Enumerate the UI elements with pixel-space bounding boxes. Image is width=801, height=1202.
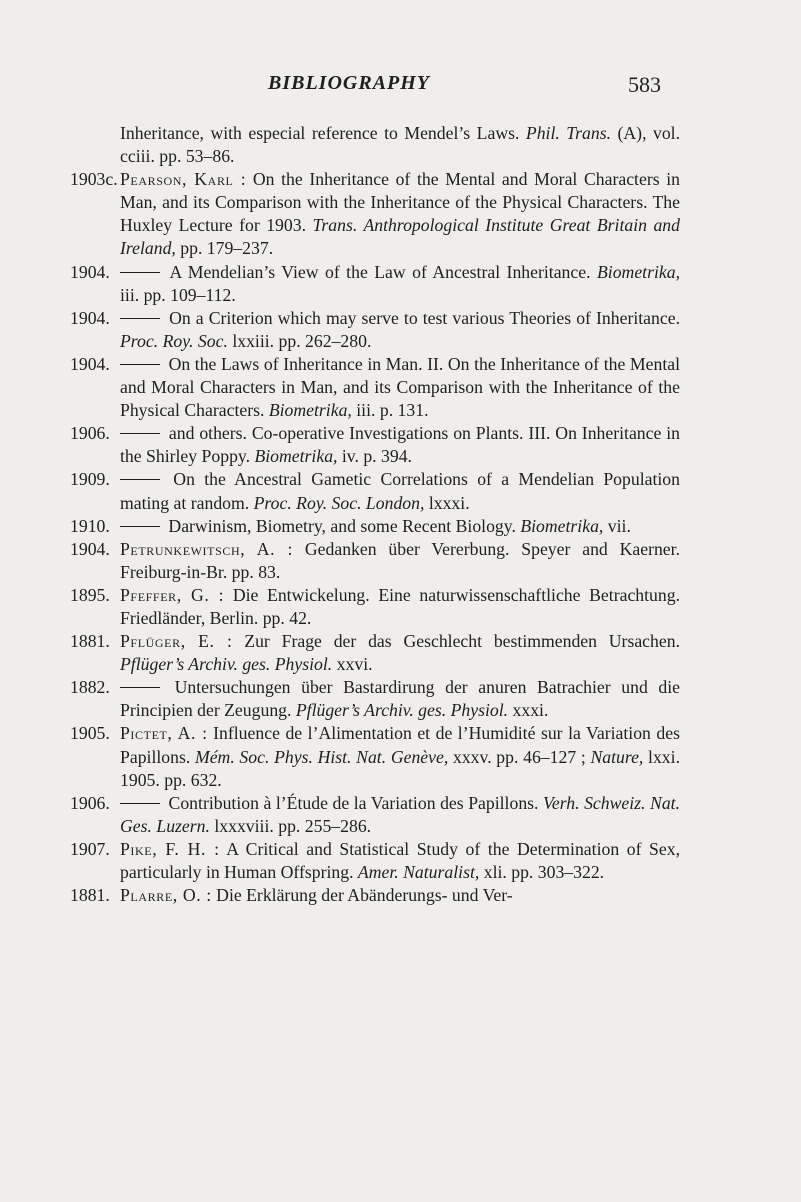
entry-year: 1903c. [70, 169, 118, 190]
bibliography-entry: 1904. Petrunkewitsch, A. : Gedanken über Vererbung. Speyer and Kaerner. Freiburg-in-Br. pp. 83. [70, 538, 680, 582]
entry-year: 1906. [70, 423, 110, 444]
entry-year: 1906. [70, 792, 110, 813]
entry-year: 1904. [70, 538, 110, 559]
running-head: BIBLIOGRAPHY [268, 72, 431, 94]
bibliography-entry: 1903c. Pearson, Karl : On the Inheritance of the Mental and Moral Characters in Man, and its Comparison with the Inheritance of the Physical Characters. The Huxley Lecture for 1903. Trans. Anthropological Institute Great Britain and Ireland, pp. 179–237. [70, 169, 680, 259]
bibliography-entry: 1904. On a Criterion which may serve to test various Theories of Inheritance. Proc. Roy. Soc. lxxiii. pp. 262–280. [70, 307, 680, 351]
bibliography-entry: 1907. Pike, F. H. : A Critical and Statistical Study of the Determination of Sex, particularly in Human Offspring. Amer. Naturalist, xli. pp. 303–322. [70, 838, 680, 882]
entry-year: 1882. [70, 677, 110, 698]
bibliography-list [70, 122, 681, 907]
ditto-dash [120, 687, 160, 688]
entry-year: 1904. [70, 307, 110, 328]
ditto-dash [120, 803, 160, 804]
entry-year: 1881. [70, 885, 110, 906]
entry-author: Plarre, O. : [120, 885, 212, 906]
bibliography-entry: Inheritance, with especial reference to Mendel’s Laws. Phil. Trans. (A), vol. cciii. pp. 53–86. [120, 123, 681, 167]
entry-year: 1895. [70, 584, 110, 605]
entry-year: 1910. [70, 515, 110, 536]
bibliography-entry: 1909. On the Ancestral Gametic Correlations of a Mendelian Population mating at random. Proc. Roy. Soc. London, lxxxi. [70, 469, 680, 513]
bibliography-entry: 1881. Pflüger, E. : Zur Frage der das Geschlecht bestimmenden Ursachen. Pflüger’s Archiv. ges. Physiol. xxvi. [70, 631, 680, 675]
ditto-dash [120, 364, 160, 365]
bibliography-entry: 1882. Untersuchungen über Bastardirung der anuren Batrachier und die Principien der Zeugung. Pflüger’s Archiv. ges. Physiol. xxxi. [70, 677, 680, 721]
entry-year: 1881. [70, 631, 110, 652]
entry-author: Pike, F. H. : [120, 838, 220, 859]
entry-year: 1907. [70, 838, 110, 859]
ditto-dash [120, 318, 160, 319]
entry-author: Pfeffer, G. : [120, 584, 225, 605]
entry-author: Pearson, Karl : [120, 169, 247, 190]
entry-year: 1905. [70, 723, 110, 744]
ditto-dash [120, 272, 160, 273]
ditto-dash [120, 526, 160, 527]
entry-author: Petrunkewitsch, A. : [120, 538, 294, 559]
ditto-dash [120, 433, 160, 434]
bibliography-entry: 1906. and others. Co-operative Investigations on Plants. III. On Inheritance in the Shirley Poppy. Biometrika, iv. p. 394. [70, 423, 680, 467]
entry-year: 1904. [70, 261, 110, 282]
bibliography-entry: 1906. Contribution à l’Étude de la Variation des Papillons. Verh. Schweiz. Nat. Ges. Luzern. lxxxviii. pp. 255–286. [70, 792, 681, 836]
bibliography-entry: 1881. Plarre, O. : Die Erklärung der Abänderungs- und Ver- [120, 884, 680, 907]
entry-year: 1904. [70, 353, 110, 374]
page-number: 583 [628, 72, 661, 97]
page-header [0, 72, 801, 106]
bibliography-entry: 1910. Darwinism, Biometry, and some Recent Biology. Biometrika, vii. [120, 515, 680, 538]
bibliography-entry: 1895. Pfeffer, G. : Die Entwickelung. Eine naturwissenschaftliche Betrachtung. Friedländer, Berlin. pp. 42. [70, 584, 681, 628]
bibliography-entry: 1905. Pictet, A. : Influence de l’Alimentation et de l’Humidité sur la Variation des Papillons. Mém. Soc. Phys. Hist. Nat. Genève, xxxv. pp. 46–127 ; Nature, lxxi. 1905. pp. 632. [70, 723, 680, 790]
bibliography-entry: 1904. A Mendelian’s View of the Law of Ancestral Inheritance. Biometrika, iii. pp. 109–112. [70, 261, 680, 305]
ditto-dash [120, 479, 160, 480]
bibliography-entry: 1904. On the Laws of Inheritance in Man. II. On the Inheritance of the Mental and Moral Characters in Man, and its Comparison with the Inheritance of the Physical Characters. Biometrika, iii. p. 131. [70, 353, 680, 421]
entry-year: 1909. [70, 469, 110, 490]
entry-author: Pictet, A. : [120, 723, 208, 744]
entry-author: Pflüger, E. : [120, 631, 233, 652]
